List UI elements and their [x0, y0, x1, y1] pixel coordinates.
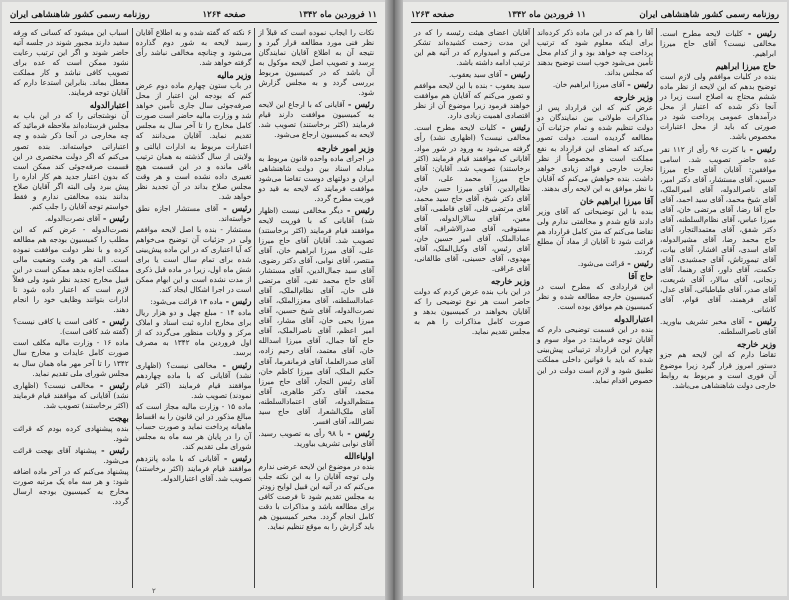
paragraph-text: آن نوشتجاتی را که در این باب به مجلس فرستاده‌اند ملاحظه فرمائید که چه مخارجی در آنجا ذکر شده و چه اعتباراتی خواسته‌اند. بنده تصور می‌کنم که اگر دولت مختصری در این قسمت صرفه‌جوئی کند ممکن است که بدون اعتبار جدید هم کار اداره را پیش ببرد ولی البته اگر آقایان صلاح بدانند بنده مخالفتی ندارم و فقط خواستم توجه آقایان را جلب کنم.: [12, 111, 129, 211]
left-page-header: [10, 8, 377, 23]
article-paragraph: [13, 111, 129, 211]
speaker-lead: رئیس -: [100, 212, 129, 223]
speaker-lead: رئیس -: [98, 316, 129, 327]
article-paragraph: [414, 122, 530, 274]
article-paragraph: [258, 154, 374, 204]
left-page-footer-mark: ۲: [152, 587, 156, 595]
article-paragraph: [136, 402, 252, 452]
paragraph-text: در باب ستون چهارم ماده دوم عرض کنم که بودجه این اعتبار از محل صرفه‌جوئی سال جاری تأمین خواهد شد و وزارت مالیه حاضر است صورت کامل مخارج را تا آخر سال به مجلس تقدیم نماید. آقایان می‌دانند که اعتبارات مربوط به ادارات ایالتی و ولایتی از سال گذشته به همان ترتیب باقی مانده و در این قسمت هیچ تغییری داده نشده است و هر وقت مجلس صلاح بداند در آن تجدید نظر خواهد شد.: [135, 81, 252, 201]
speaker-lead: رئیس -: [744, 316, 776, 327]
paragraph-text: آقای سید یعقوب.: [448, 70, 502, 80]
speaker-lead: رئیس -: [745, 143, 776, 154]
article-paragraph: [660, 350, 776, 390]
article-paragraph: [258, 28, 374, 98]
left-header-page-label: صفحه ۱۲۶۴: [202, 10, 246, 20]
speaker-heading: اعتبارالدوله: [89, 100, 129, 111]
article-paragraph: [537, 258, 653, 269]
paragraph-text: ۶ نکته که گفته شده و به اطلاع آقایان رسید لایحه به شور دوم گذارده می‌شود و چنانچه مخالفی نباشد رأی گرفته خواهد شد.: [135, 28, 252, 68]
article-paragraph: [414, 81, 530, 121]
paragraph-text: آقایانی که با ماده پانزدهم موافقند قیام فرمایند (اکثر برخاستند) تصویب شد. آقای اعتبارالدوله.: [135, 453, 252, 484]
article-paragraph: [537, 207, 653, 257]
right-page: [403, 2, 787, 596]
article-paragraph: [414, 287, 530, 337]
article-paragraph: [660, 316, 776, 337]
paragraph-text: کافی است یا کافی نیست؟ (گفته شد کافی است).: [12, 317, 129, 337]
article-paragraph: [13, 213, 129, 224]
paragraph-text: بنده پیشنهادی کرده بودم که قرائت شود.: [12, 423, 129, 443]
article-paragraph: [136, 225, 252, 295]
paragraph-text: بنده در این قسمت توضیحی دارم که آقایان توجه فرمایند: در مواد سوم و چهارم این قرارداد ترتیباتی پیش‌بینی شده که باید با قوانین داخلی مملکت تطبیق شود و لازم است دولت در این خصوص اقدام نماید.: [537, 325, 653, 385]
left-header-date: ۱۱ فروردین ماه ۱۳۴۲: [298, 10, 377, 20]
article-paragraph: [136, 28, 252, 68]
paragraph-text: ماده ۱۴ - مبلغ چهل و دو هزار ریال برای مخارج اداره ثبت اسناد و املاک مرکز و ولایات منظور می‌گردد که از اول فروردین ماه ۱۳۴۲ به مصرف برسد.: [135, 308, 252, 358]
paragraph-text: آقای نصرت‌الدوله.: [44, 213, 101, 223]
paragraph-text: آقایانی که با ارجاع این لایحه به کمیسیون موافقت دارند قیام فرمایند (اکثر برخاستند) تصویب شد. لایحه به کمیسیون ارجاع می‌شود.: [258, 100, 374, 140]
article-paragraph: [13, 467, 129, 507]
speaker-lead: رئیس -: [343, 427, 375, 438]
article-paragraph: [13, 225, 129, 315]
speaker-heading: حاج آقا: [628, 271, 653, 282]
article-paragraph: [258, 462, 374, 532]
paragraph-text: آقای میرزا ابراهیم خان.: [552, 80, 625, 90]
speaker-heading: حاج میرزا ابراهیم: [715, 61, 776, 72]
paragraph-text: سید یعقوب - بنده با این لایحه موافقم و تصور می‌کنم که آقایان هم موافقت خواهند فرمود زیرا موضوع آن از نظر اقتصادی اهمیت زیادی دارد.: [414, 81, 530, 121]
speaker-heading: وزیر امور خارجه: [317, 142, 374, 153]
paragraph-text: بنده با این توضیحاتی که آقای وزیر دادند قانع شدم و مخالفتی ندارم ولی تقاضا می‌کنم که متن کامل قرارداد هم قرائت شود تا آقایان از مفاد آن مطلع گردند.: [537, 206, 653, 256]
paragraph-text: کلیات لایحه مطرح است. مخالفی نیست؟ (اظهاری نشد) رأی گرفته می‌شود به ورود در شور مواد. آقایانی که موافقند قیام فرمایند (اکثر برخاستند) تصویب شد. آقایان: آقای حاج میرزا محمد علی، آقای نظام‌الدین، آقای میرزا حسن خان، آقای دکتر شیخ، آقای حاج سید محمد، آقای مرتضی قلی، آقای فاطمی، آقای معین، آقای سالارالدوله، آقای مستوفی، آقای صدرالاشراف، آقای عمادالملک، آقای امیر حسین خان، آقای رئیس، آقای وکیل‌الملک، آقای مهدوی، آقای حسینی، آقای طالقانی، آقای عراقی.: [414, 123, 530, 274]
speaker-heading: وزیر خارجه: [490, 276, 530, 287]
article-paragraph: [258, 205, 374, 427]
left-column-3: [10, 28, 132, 588]
article-paragraph: [258, 428, 374, 449]
paragraph-text: مخالفی نیست؟ (اظهاری نشد) آقایانی که با ماده چهاردهم موافقند قیام فرمایند (اکثر قیام نمودند) تصویب شد.: [135, 360, 252, 400]
right-header-date: ۱۱ فروردین ماه ۱۳۴۲: [507, 10, 586, 20]
left-column-2: [133, 28, 255, 588]
right-column-3: [411, 28, 533, 588]
left-column-1: [255, 28, 377, 588]
speaker-lead: رئیس -: [222, 296, 252, 307]
paragraph-text: با ۹۸ رأی به تصویب رسید. آقای نوابی تشریف بیاورید.: [258, 428, 374, 448]
speaker-heading: وزیر مالیه: [217, 70, 252, 81]
paragraph-text: آقا را هم که در این ماده ذکر کرده‌اند برای اینکه معلوم شود که ترتیب پرداخت چه خواهد بود و از کدام محل تأمین می‌شود خوب است توضیح بدهند که مجلس بداند.: [537, 28, 653, 78]
article-paragraph: [660, 72, 776, 142]
paragraph-text: اسباب این میشود که کسانی که ورقه سفید دارند مجبور شوند در جلسه آتیه حاضر شوند و اگر این ترتیب رعایت نشود ممکن است که عده برای تصویب کافی نباشد و کار مملکت معطل بماند. بنابراین استدعا دارم که آقایان توجه فرمایند.: [12, 28, 129, 98]
speaker-lead: رئیس -: [742, 28, 776, 38]
article-paragraph: [136, 453, 252, 484]
article-paragraph: [13, 338, 129, 378]
speaker-lead: رئیس -: [96, 444, 129, 455]
left-header-title: روزنامه رسمی کشور شاهنشاهی ایران: [10, 10, 150, 20]
article-paragraph: [660, 28, 776, 59]
article-paragraph: [13, 445, 129, 466]
speaker-lead: رئیس -: [624, 79, 653, 90]
article-paragraph: [136, 296, 252, 307]
paragraph-text: تقاضا دارم که این لایحه هم جزو دستور امروز قرار گیرد زیرا موضوع آن فوری است و مربوط به روابط خارجی دولت شاهنشاهی می‌باشد.: [660, 350, 776, 390]
paragraph-text: بنده در موضوع این لایحه عرضی ندارم ولی توجه آقایان را به این نکته جلب می‌کنم که در آتیه این قبیل لوایح زودتر به مجلس تقدیم شود تا فرصت کافی برای مطالعه باشد و مذاکرات با دقت کامل انجام گردد. مخبر کمیسیون هم باید گزارش را به موقع تنظیم نماید.: [258, 461, 374, 532]
article-paragraph: [13, 316, 129, 337]
right-column-1: [657, 28, 779, 588]
speaker-heading: وزیر خارجه: [613, 92, 653, 103]
speaker-lead: رئیس -: [216, 359, 252, 370]
speaker-lead: رئیس -: [342, 204, 374, 215]
article-paragraph: [537, 325, 653, 385]
paragraph-text: قرائت می‌شود.: [577, 259, 625, 269]
paragraph-text: مخالفی نیست؟ (اظهاری نشد) آقایانی که موافقند قیام فرمایند (اکثر برخاستند) تصویب شد.: [12, 380, 129, 410]
paragraph-text: کلیات لایحه مطرح است. مخالفی نیست؟ آقای حاج میرزا ابراهیم.: [660, 29, 776, 59]
article-paragraph: [136, 203, 252, 224]
speaker-heading: اعتبارالدوله: [614, 314, 653, 325]
speaker-heading: وزیر خارجه: [736, 339, 776, 350]
paragraph-text: نکات را ایجاب نموده است که قبلاً از نظر فنی مورد مطالعه قرار گیرد و نتیجه آن به اطلاع آقایان نمایندگان برسد و تصویب اصل لایحه موکول به آن باشد که در کمیسیون مربوط بررسی گردد و به مجلس گزارش شود.: [258, 28, 374, 98]
article-paragraph: [537, 282, 653, 312]
paragraph-text: عرض کنم که این قرارداد پس از مذاکرات طولانی بین نمایندگان دو دولت تنظیم شده و تمام جزئیات آن مطالعه گردیده است. دولت تصور می‌کند که امضای این قرارداد به نفع مملکت است و مخصوصاً از نظر تجارت خارجی فوائد زیادی خواهد داشت. بنده خواهش می‌کنم که آقایان با نظر موافق به این لایحه رأی بدهند.: [537, 103, 653, 193]
article-paragraph: [660, 144, 776, 316]
paragraph-text: دیگر مخالفی نیست (اظهار شد) آقایانی که با فوریت لایحه موافقند قیام فرمایند (اکثر برخاستند) تصویب شد. آقایان آقای حاج میرزا علی، آقای میرزا ابراهیم خان، آقای منتصر، آقای نوابی، آقای دکتر رضوی، آقای سید جمال‌الدین، آقای مستشار، آقای حاج محمد تقی، آقای مرتضی قلی خان، آقای نظام‌الملک، آقای عمادالسلطنه، آقای معززالملک، آقای نصرت‌الدوله، آقای شیخ حسین، آقای میرزا یحیی خان، آقای مشار، آقای امیر اعظم، آقای ناصرالملک، آقای حاج آقا جمال، آقای میرزا اسدالله خان، آقای معتمد، آقای رحیم زاده، آقای صدرالعلما، آقای فرمانفرما، آقای حکیم الملک، آقای میرزا کاظم خان، آقای رئیس التجار، آقای حاج میرزا محمد، آقای دکتر طاهری، آقای منتظم‌الدوله، آقای اعتمادالسلطنه، آقای ملک‌الشعرا، آقای حاج سید نصرالله، آقای افسر.: [258, 205, 374, 426]
paragraph-text: بنده در کلیات موافقم ولی لازم است توضیح بدهم که این لایحه از نظر ماده ششم محتاج به اصلاح است زیرا در آنجا ذکر شده که اعتبار از محل درآمدهای عمومی پرداخت شود در صورتی که باید از محل اعتبارات مخصوص باشد.: [660, 72, 776, 142]
paragraph-text: در این باب بنده عرض کردم که دولت حاضر است هر نوع توضیحی را که آقایان بخواهند در کمیسیون بدهد و صورت کامل مذاکرات را هم به مجلس تقدیم نماید.: [414, 287, 530, 337]
speaker-lead: رئیس -: [219, 452, 252, 463]
paragraph-text: مستشار - بنده با اصل لایحه موافقم ولی در جزئیات آن توضیح می‌خواهم که آیا اعتباری که در این ماده پیش‌بینی شده برای تمام سال است یا برای شش ماه اول، زیرا در ماده قبل ذکری از مدت نشده است و این ابهام ممکن است در اجرا اشکال ایجاد کند.: [135, 224, 252, 295]
article-paragraph: [537, 79, 653, 90]
right-page-columns: [411, 28, 779, 588]
article-paragraph: [414, 28, 530, 68]
article-paragraph: [13, 424, 129, 444]
speaker-lead: رئیس -: [218, 202, 252, 213]
article-paragraph: [414, 69, 530, 80]
speaker-heading: اولیاءالله: [344, 450, 374, 461]
speaker-lead: رئیس -: [496, 122, 530, 133]
paragraph-text: آقایان اعضای هیئت رئیسه را که در این مدت زحمت کشیده‌اند تشکر می‌کنم و امیدوارم که در آتیه هم این ترتیب ادامه داشته باشد.: [414, 28, 530, 68]
paragraph-text: ماده ۱۴ قرائت می‌شود:: [150, 297, 223, 307]
paragraph-text: این قراردادی که مطرح است در کمیسیون خارجه مطالعه شده و نظر کمیسیون هم موافق بوده است.: [537, 282, 653, 312]
left-page-columns: [10, 28, 377, 588]
article-paragraph: [537, 28, 653, 78]
speaker-lead: رئیس -: [93, 379, 129, 390]
left-page: [2, 2, 385, 596]
article-paragraph: [13, 28, 129, 98]
paragraph-text: آقای مخبر تشریف بیاورید. آقای ناصرالسلطنه.: [660, 317, 776, 337]
speaker-heading: بهجت: [109, 412, 129, 423]
paragraph-text: آقای مستشار اجازه نطق خواسته‌اند.: [135, 203, 252, 223]
right-header-title: روزنامه رسمی کشور شاهنشاهی ایران: [639, 10, 779, 20]
right-column-2: [534, 28, 656, 588]
paragraph-text: در اجرای ماده واحده قانون مربوط به مبادله اسناد بین دولت شاهنشاهی ایران و دولتهای دوست تقاضا می‌شود موافقت فرمایند که لایحه به قید دو فوریت مطرح گردد.: [258, 153, 374, 203]
article-paragraph: [136, 81, 252, 202]
paragraph-text: پیشنهاد آقای بهجت قرائت می‌شود.: [12, 445, 129, 465]
paragraph-text: نصرت‌الدوله - عرض کنم که این مطلب را کمیسیون بودجه هم مطالعه کرده و با نظر دولت موافقت نموده است. البته هر وقت وضعیت مالی مملکت اجازه بدهد ممکن است در این قبیل مخارج تجدید نظر شود ولی فعلاً لازم است که اعتبار داده شود تا ادارات بتوانند وظایف خود را انجام دهند.: [12, 224, 129, 315]
page-gutter: [385, 0, 403, 600]
article-paragraph: [537, 103, 653, 193]
paragraph-text: پیشنهاد می‌کنم که در آخر ماده اضافه شود: و هر سه ماه یک مرتبه صورت مخارج به کمیسیون بودجه ارسال گردد.: [12, 466, 129, 507]
right-header-page-label: صفحه ۱۲۶۳: [411, 10, 455, 20]
article-paragraph: [13, 380, 129, 411]
article-paragraph: [136, 360, 252, 401]
article-paragraph: [258, 99, 374, 140]
paragraph-text: ماده ۱۵ - وزارت مالیه مجاز است که مبالغ مذکور در این قانون را به اقساط ماهیانه پرداخت نماید و صورت حساب آن را در پایان هر سه ماه به مجلس شورای ملی تقدیم کند.: [135, 401, 252, 451]
speaker-lead: رئیس -: [501, 69, 530, 80]
paragraph-text: با کثرت ۹۶ رأی از ۱۱۲ نفر عده حاضر تصویب شد. اسامی موافقین: آقایان آقای حاج میرزا حسین، آقای مستشار، آقای دکتر امیر، آقای ناصرالدوله، آقای امیرالملک، آقای شیخ محمد، آقای سید احمد، آقای حاج آقا رضا، آقای مرتضی خان، آقای میرزا عباس، آقای نظام‌السلطنه، آقای دکتر شفق، آقای معتمدالتجار، آقای حاج محمد رضا، آقای مشیرالدوله، آقای اسدی، آقای افشار، آقای بیات، آقای تیمورتاش، آقای جمشیدی، آقای حکمت، آقای داور، آقای رهنما، آقای زنجانی، آقای سالار، آقای شریعت، آقای صدر، آقای طباطبائی، آقای عدل، آقای فرهمند، آقای قوام، آقای کاشانی.: [660, 144, 776, 315]
speaker-lead: رئیس -: [624, 258, 653, 269]
paragraph-text: ماده ۱۶ - وزارت مالیه مکلف است صورت کامل عایدات و مخارج سال ۱۳۴۲ را تا آخر مهر ماه همان سال به مجلس شورای ملی تقدیم نماید.: [12, 338, 129, 378]
speaker-heading: آقا میرزا ابراهیم خان: [580, 195, 653, 206]
article-paragraph: [136, 308, 252, 358]
speaker-lead: رئیس -: [344, 99, 374, 110]
right-page-header: [411, 8, 779, 23]
